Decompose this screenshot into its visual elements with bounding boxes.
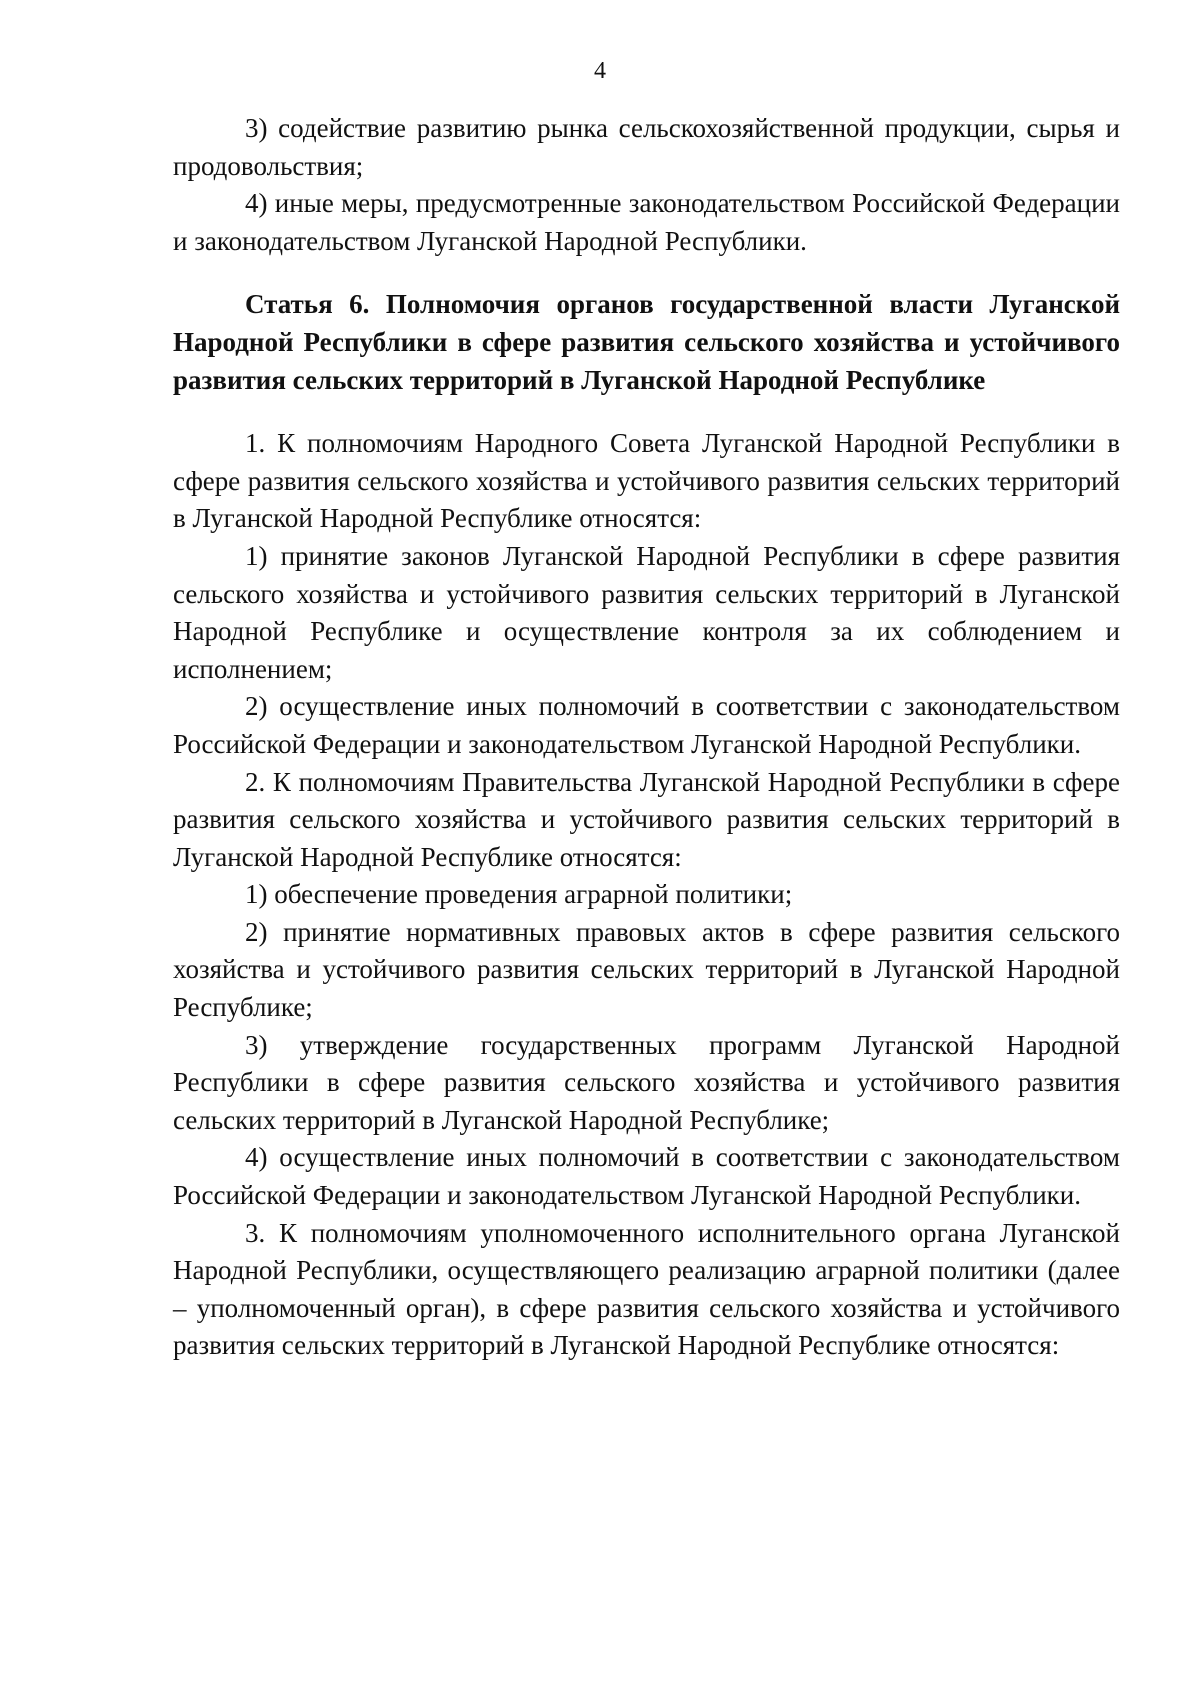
paragraph-government-programs: 3) утверждение государственных программ Луганской Народной Республики в сфере развития сельского хозяйства и устойчивого развития сельских территорий в Луганской Народной Республике; (173, 1029, 1120, 1135)
document-body (173, 110, 1120, 1365)
paragraph-market-support: 3) содействие развитию рынка сельскохозяйственной продукции, сырья и продовольствия; (173, 113, 1120, 181)
paragraph-government-other: 4) осуществление иных полномочий в соответствии с законодательством Российской Федерации и законодательством Луганской Народной Республики. (173, 1142, 1120, 1211)
paragraph-authorized-body-powers: 3. К полномочиям уполномоченного исполнительного органа Луганской Народной Республики, осуществляющего реализацию аграрной политики (далее – уполномоченный орган), в сфере развития сельского хозяйства и устойчивого развития сельских территорий в Луганской Народной Республике относятся: (173, 1217, 1120, 1361)
paragraph-council-other: 2) осуществление иных полномочий в соответствии с законодательством Российской Федерации и законодательством Луганской Народной Республики. (173, 691, 1120, 759)
paragraph-government-policy: 1) обеспечение проведения аграрной политики; (245, 879, 793, 910)
article-6-heading: Статья 6. Полномочия органов государственной власти Луганской Народной Республики в сфере развития сельского хозяйства и устойчивого развития сельских территорий в Луганской Народной Республике (173, 289, 1120, 395)
paragraph-other-measures: 4) иные меры, предусмотренные законодательством Российской Федерации и законодательством Луганской Народной Республики. (173, 188, 1120, 256)
paragraph-council-laws: 1) принятие законов Луганской Народной Республики в сфере развития сельского хозяйства и устойчивого развития сельских территорий в Луганской Народной Республике и осуществление контроля за их соблюдением и исполнением; (173, 540, 1120, 684)
page-number: 4 (594, 58, 606, 84)
paragraph-government-powers: 2. К полномочиям Правительства Луганской Народной Республики в сфере развития сельского хозяйства и устойчивого развития сельских территорий в Луганской Народной Республике относятся: (173, 766, 1120, 872)
paragraph-government-acts: 2) принятие нормативных правовых актов в сфере развития сельского хозяйства и устойчивого развития сельских территорий в Луганской Народной Республике; (173, 916, 1120, 1023)
paragraph-council-powers: 1. К полномочиям Народного Совета Луганской Народной Республики в сфере развития сельского хозяйства и устойчивого развития сельских территорий в Луганской Народной Республике относятся: (173, 428, 1120, 534)
